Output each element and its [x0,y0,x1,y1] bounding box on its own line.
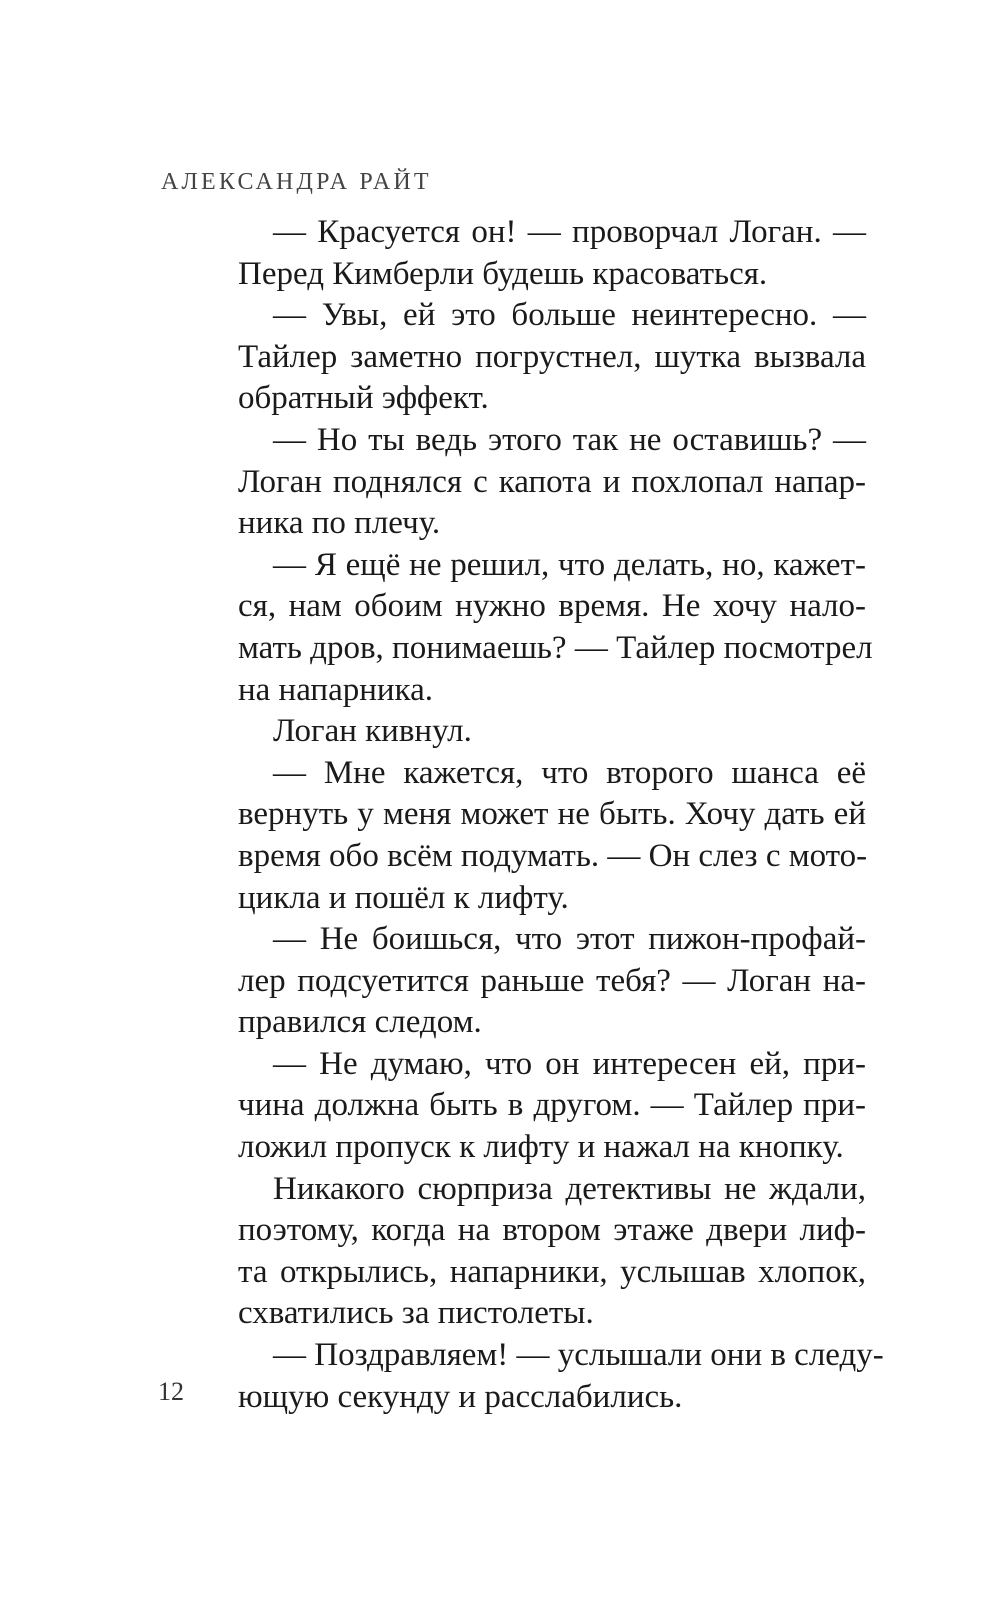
text-line: цикла и пошёл к лифту. [238,879,569,916]
text-line: Тайлер заметно погрустнел, шутка вызвала [238,338,866,375]
text-line: ющую секунду и расслабились. [238,1378,683,1415]
text-line: Логан поднялся с капота и похлопал напар- [238,463,866,500]
text-line: поэтому, когда на втором этаже двери лиф- [238,1212,866,1249]
text-line: — Не боишься, что этот пижон-профай- [273,921,866,958]
text-line: лер подсуетится раньше тебя? — Логан на- [238,962,866,999]
text-line: на напарника. [238,671,433,708]
text-line: — Поздравляем! — услышали они в следу- [273,1337,884,1374]
text-line: Перед Кимберли будешь красоваться. [238,255,768,292]
text-line: — Увы, ей это больше неинтересно. — [273,297,866,334]
text-line: схватились за пистолеты. [238,1295,594,1332]
text-line: та открылись, напарники, услышав хлопок, [238,1253,866,1290]
text-line: Никакого сюрприза детективы не ждали, [273,1170,866,1207]
text-line: — Не думаю, что он интересен ей, при- [273,1045,866,1082]
text-line: — Но ты ведь этого так не оставишь? — [273,421,866,458]
text-line: время обо всём подумать. — Он слез с мото- [238,837,868,874]
body-text [238,212,884,1418]
text-line: Логан кивнул. [273,713,472,750]
text-line: мать дров, понимаешь? — Тайлер посмотрел [238,629,873,666]
page-number: 12 [158,1377,184,1406]
text-line: ся, нам обоим нужно время. Не хочу нало- [238,588,866,625]
text-line: ложил пропуск к лифту и нажал на кнопку. [238,1129,844,1166]
text-line: обратный эффект. [238,380,489,417]
text-line: чина должна быть в другом. — Тайлер при- [238,1087,866,1124]
text-line: правился следом. [238,1004,482,1041]
text-line: вернуть у меня может не быть. Хочу дать ей [238,796,866,833]
text-line: ника по плечу. [238,505,441,542]
text-line: — Я ещё не решил, что делать, но, кажет- [273,546,866,583]
text-line: — Мне кажется, что второго шанса её [273,754,866,791]
running-head: АЛЕКСАНДРА РАЙТ [161,169,432,195]
text-line: — Красуется он! — проворчал Логан. — [273,214,866,250]
